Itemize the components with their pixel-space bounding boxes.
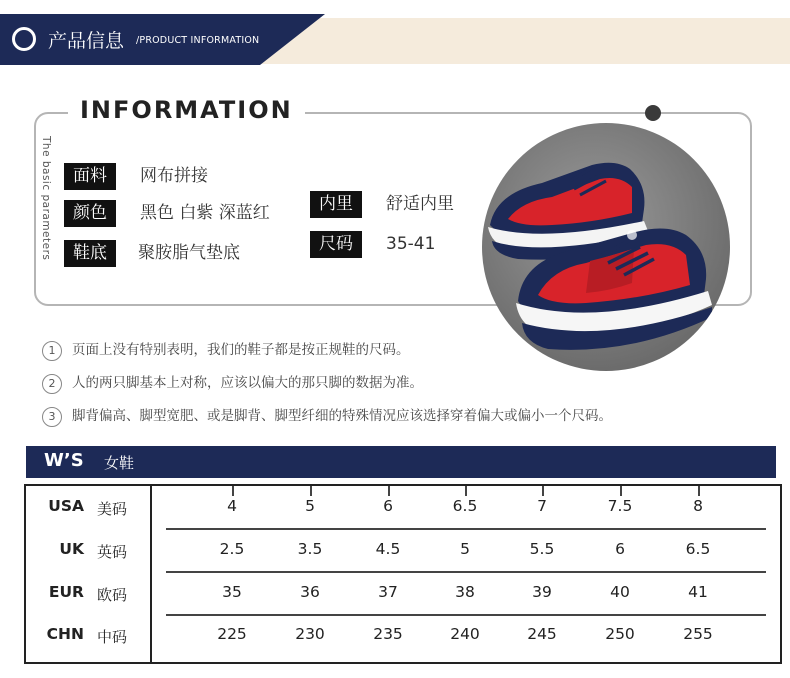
ruler-tick — [388, 486, 390, 496]
param-value-size: 35-41 — [386, 234, 436, 254]
row-label-eur: EUR — [48, 583, 84, 601]
header-subtitle: /PRODUCT INFORMATION — [136, 35, 260, 46]
size-cell: 240 — [450, 625, 480, 643]
note-number: 2 — [42, 374, 62, 394]
dot-icon — [645, 105, 661, 121]
size-table-header — [26, 446, 776, 478]
size-cell: 3.5 — [297, 540, 323, 558]
ruler-tick — [698, 486, 700, 496]
size-cell: 41 — [688, 583, 708, 601]
product-photo — [482, 123, 730, 371]
note-number: 1 — [42, 341, 62, 361]
param-label-sole: 鞋底 — [64, 240, 116, 267]
size-cell: 40 — [610, 583, 630, 601]
size-cell: 4 — [227, 497, 237, 515]
note-text: 脚背偏高、脚型宽肥、或是脚背、脚型纤细的特殊情况应该选择穿着偏大或偏小一个尺码。 — [72, 408, 612, 424]
shoe-illustration — [482, 123, 730, 371]
param-label-color: 颜色 — [64, 200, 116, 227]
header-title: 产品信息 — [48, 30, 125, 52]
size-cell: 38 — [455, 583, 475, 601]
size-cell: 35 — [222, 583, 242, 601]
header-banner-bg — [255, 18, 790, 64]
size-cell: 255 — [683, 625, 713, 643]
size-cell: 6 — [383, 497, 393, 515]
size-cell: 225 — [217, 625, 247, 643]
info-title: INFORMATION — [80, 96, 293, 124]
row-label-uk: UK — [59, 540, 84, 558]
side-label: The basic parameters — [40, 136, 52, 261]
size-cell: 8 — [693, 497, 703, 515]
size-cell: 7 — [537, 497, 547, 515]
size-cell: 6.5 — [452, 497, 478, 515]
size-table-heading-cn: 女鞋 — [104, 454, 135, 472]
size-cell: 7.5 — [607, 497, 633, 515]
ruler-tick — [620, 486, 622, 496]
note-item-1 — [42, 338, 410, 361]
size-cell: 230 — [295, 625, 325, 643]
row-label-cn: 中码 — [97, 628, 128, 646]
note-number: 3 — [42, 407, 62, 427]
size-cell: 250 — [605, 625, 635, 643]
row-label-usa: USA — [48, 497, 84, 515]
row-divider — [166, 614, 766, 616]
size-cell: 36 — [300, 583, 320, 601]
ruler-tick — [310, 486, 312, 496]
param-value-lining: 舒适内里 — [386, 194, 454, 214]
size-cell: 4.5 — [375, 540, 401, 558]
note-text: 页面上没有特别表明，我们的鞋子都是按正规鞋的尺码。 — [72, 342, 410, 358]
size-cell: 2.5 — [219, 540, 245, 558]
size-cell: 235 — [373, 625, 403, 643]
note-item-3 — [42, 404, 612, 427]
row-label-cn: 英码 — [97, 543, 128, 561]
note-item-2 — [42, 371, 423, 394]
size-cell: 37 — [378, 583, 398, 601]
row-divider — [166, 528, 766, 530]
row-divider — [166, 571, 766, 573]
info-title-wrap — [68, 96, 305, 124]
row-label-cn: 欧码 — [97, 586, 128, 604]
param-value-sole: 聚胺脂气垫底 — [138, 243, 240, 263]
size-table-heading: W’S — [44, 450, 84, 471]
size-cell: 6.5 — [685, 540, 711, 558]
size-cell: 5 — [460, 540, 470, 558]
size-cell: 5.5 — [529, 540, 555, 558]
size-cell: 39 — [532, 583, 552, 601]
row-label-chn: CHN — [46, 625, 84, 643]
circle-icon — [12, 27, 36, 51]
param-label-size: 尺码 — [310, 231, 362, 258]
param-value-fabric: 网布拼接 — [140, 166, 208, 186]
ruler-tick — [465, 486, 467, 496]
param-label-lining: 内里 — [310, 191, 362, 218]
param-value-color: 黑色 白紫 深蓝红 — [140, 203, 270, 223]
ruler-tick — [542, 486, 544, 496]
size-cell: 5 — [305, 497, 315, 515]
row-label-cn: 美码 — [97, 500, 128, 518]
note-text: 人的两只脚基本上对称，应该以偏大的那只脚的数据为准。 — [72, 375, 423, 391]
param-label-fabric: 面料 — [64, 163, 116, 190]
table-divider — [150, 484, 152, 662]
size-cell: 6 — [615, 540, 625, 558]
size-cell: 245 — [527, 625, 557, 643]
ruler-tick — [232, 486, 234, 496]
